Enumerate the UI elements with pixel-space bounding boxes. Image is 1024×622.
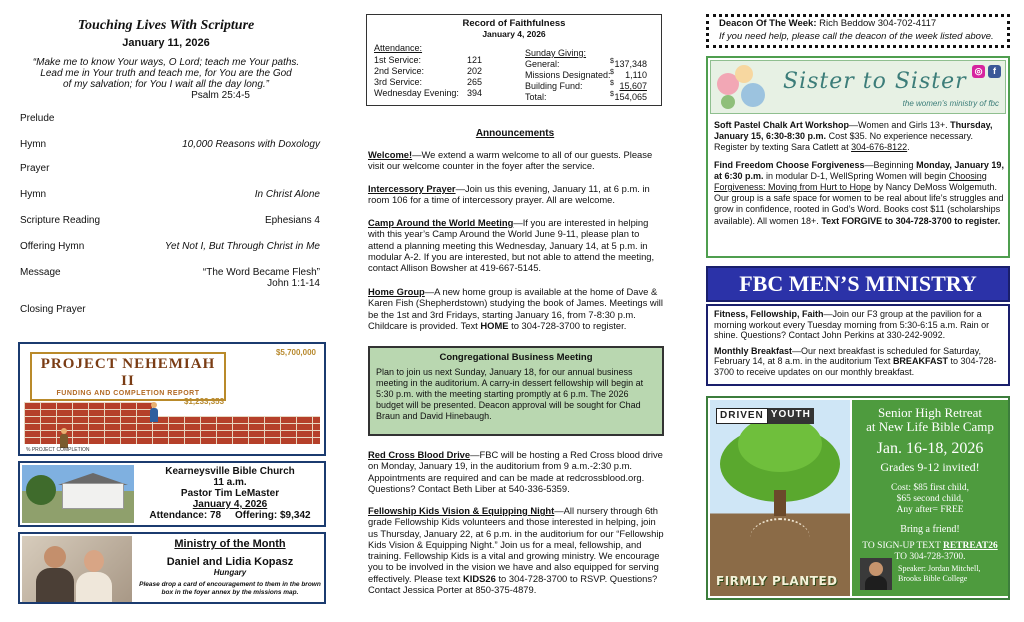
tree-illustration bbox=[710, 400, 850, 596]
record-date: January 4, 2026 bbox=[482, 29, 546, 39]
person-body bbox=[36, 568, 74, 602]
f3-event bbox=[714, 309, 1002, 341]
event-when: Monday, January 19, at 6:30 p.m. bbox=[714, 159, 1004, 181]
attendance-value: 265 bbox=[467, 77, 483, 87]
currency-symbol: $ bbox=[610, 91, 614, 98]
event-text: —Join our F3 group at the pavilion for a morning workout every Tuesday morning from 5:30-6:15 a.m. Rain or shine. Questions? Contact John Perkins at 330-242-9092. bbox=[714, 309, 990, 341]
person-head bbox=[44, 546, 66, 568]
announcement-title: Fellowship Kids Vision & Equipping Night bbox=[368, 505, 555, 516]
retreat-dates: Jan. 16-18, 2026 bbox=[876, 440, 984, 457]
event-title: Find Freedom Choose Forgiveness bbox=[714, 159, 865, 170]
instagram-icon[interactable]: ◎ bbox=[972, 65, 985, 78]
retreat-title-line: Senior High Retreat bbox=[878, 405, 982, 420]
announcement-text: —If you are interested in helping with this year’s Camp Around the World June 9-11, please plan to attend a planning meeting this Wednesday, January 14, at 5 p.m. in modular A-2. If you are interested, but not able to attend the meeting, contact Allison Bowsher at 419-667-5145. bbox=[368, 217, 655, 274]
attendance-value: 202 bbox=[467, 66, 483, 76]
retreat-speaker bbox=[860, 558, 1004, 590]
signup-text: TO 304-728-3700. bbox=[894, 552, 966, 562]
sister-to-sister-box bbox=[706, 56, 1010, 258]
breakfast-event bbox=[714, 346, 1002, 378]
retreat-grades: Grades 9-12 invited! bbox=[880, 460, 980, 474]
senior-high-retreat-box bbox=[706, 396, 1010, 600]
announcement-title: Camp Around the World Meeting bbox=[368, 217, 514, 228]
bulletin-date: January 11, 2026 bbox=[122, 37, 210, 49]
giving-label: Total: bbox=[525, 92, 547, 102]
cost-line: Cost: $85 first child, bbox=[890, 483, 970, 493]
firmly-planted-tagline: FIRMLY PLANTED bbox=[716, 574, 838, 588]
service-item-label: Message bbox=[20, 267, 61, 278]
speaker-name: Speaker: Jordan Mitchell, bbox=[898, 564, 981, 573]
currency-symbol: $ bbox=[610, 58, 614, 65]
retreat-details bbox=[852, 400, 1008, 596]
announcements-column bbox=[362, 0, 668, 622]
sister-subtitle: the women’s ministry of fbc bbox=[902, 99, 999, 108]
retreat-title bbox=[852, 406, 1008, 434]
intercessory-announcement bbox=[368, 183, 666, 206]
attendance-label: 2nd Service: bbox=[374, 66, 425, 76]
service-item-label: Scripture Reading bbox=[20, 215, 101, 226]
retreat-cost bbox=[852, 483, 1008, 516]
chalk-workshop-event: Soft Pastel Chalk Art Workshop—Women and Girls 13+. Thursday, January 15, 6:30-8:30 p.m. Cost $35. No experience necessary. Register by texting Sara Catlett at 304-676-8122. bbox=[714, 120, 993, 153]
event-title: Fitness, Fellowship, Faith bbox=[714, 309, 824, 319]
bulletin-title: Touching Lives With Scripture bbox=[77, 18, 255, 33]
builder-icon bbox=[60, 434, 68, 448]
cost-line: Any after= FREE bbox=[896, 505, 964, 515]
verse-line: of my salvation; for You I wait all the day long.” bbox=[62, 79, 270, 90]
announcement-title: Home Group bbox=[368, 286, 425, 297]
nehemiah-raised: $1,233,353 bbox=[184, 397, 225, 406]
service-item-value: 10,000 Reasons with Doxology bbox=[182, 139, 320, 150]
nehemiah-subtitle: FUNDING AND COMPLETION REPORT bbox=[56, 390, 200, 397]
signup-code: RETREAT26 bbox=[942, 541, 998, 551]
event-text: to 304-728-3700 to receive updates on our monthly breakfast. bbox=[714, 356, 997, 377]
church-details bbox=[138, 466, 322, 521]
announcement-text: —A new home group is available at the home of Dave & Karen Fish (Shepherdstown) studying the book of James. Meetings will be the 1st and 3rd Fridays, starting January 16, from 7-8:30 p.m. Childcare is provided. Text bbox=[368, 286, 663, 331]
attendance-label: Wednesday Evening: bbox=[374, 88, 459, 98]
giving-value: 1,110 bbox=[625, 70, 647, 80]
message-reference: John 1:1-14 bbox=[267, 278, 320, 289]
deacon-note: If you need help, please call the deacon of the week listed above. bbox=[719, 31, 994, 42]
event-phone: 304-676-8122 bbox=[851, 142, 908, 153]
service-item-label: Hymn bbox=[20, 189, 47, 200]
text-code: KIDS26 bbox=[463, 572, 496, 584]
tree-trunk bbox=[774, 490, 786, 516]
ministry-heading: Ministry of the Month bbox=[174, 538, 286, 550]
church-stats bbox=[138, 510, 322, 521]
speaker-school: Brooks Bible College bbox=[898, 573, 968, 583]
meeting-title: Congregational Business Meeting bbox=[439, 352, 593, 363]
giving-value: 137,348 bbox=[614, 59, 647, 69]
meeting-text: Plan to join us next Sunday, January 18, for our annual business meeting in the auditorium. A carry-in dessert fellowship will begin at 5:30 p.m. with the meeting starting promptly at 6 p.m. The 2026 budget will be presented. Deacon approval will be sought for Chad Braun and David Hinebaugh. bbox=[376, 367, 644, 421]
brick-wall-progress bbox=[24, 402, 154, 416]
logo-driven: DRIVEN bbox=[716, 408, 768, 424]
mens-ministry-events bbox=[706, 304, 1010, 386]
flower-icon bbox=[735, 65, 753, 83]
business-meeting-box bbox=[368, 346, 664, 436]
service-item-label: Offering Hymn bbox=[20, 241, 85, 252]
announcement-title: Welcome! bbox=[368, 149, 413, 160]
verse-line: “Make me to know Your ways, O Lord; teach me Your paths. bbox=[32, 57, 300, 68]
leaf-icon bbox=[721, 95, 735, 109]
event-when: Thursday, January 15, 6:30-8:30 p.m. bbox=[714, 120, 993, 142]
cost-line: $65 second child, bbox=[896, 494, 964, 504]
order-of-service-column bbox=[10, 0, 322, 622]
ministry-details bbox=[136, 538, 324, 597]
event-title: Monthly Breakfast bbox=[714, 345, 793, 356]
verse-reference: Psalm 25:4-5 bbox=[191, 90, 250, 101]
driven-youth-logo bbox=[716, 408, 814, 424]
service-item-label: Prelude bbox=[20, 113, 55, 124]
record-of-faithfulness bbox=[366, 14, 662, 106]
service-item-label: Hymn bbox=[20, 139, 47, 150]
scripture-verse bbox=[10, 57, 322, 90]
giving-label: Building Fund: bbox=[525, 81, 583, 91]
church-pastor: Pastor Tim LeMaster bbox=[180, 488, 280, 499]
event-text: —Beginning bbox=[864, 159, 917, 170]
service-item-label: Closing Prayer bbox=[20, 304, 86, 315]
announcement-text: —Join us this evening, January 11, at 6 p.m. in room 106 for a time of intercessory prayer. All are welcome. bbox=[368, 183, 650, 206]
deacon-label: Deacon Of The Week: bbox=[719, 18, 817, 29]
mens-ministry-banner: FBC MEN’S MINISTRY bbox=[706, 266, 1010, 302]
event-title: Soft Pastel Chalk Art Workshop bbox=[714, 120, 850, 130]
church-date: January 4, 2026 bbox=[192, 499, 268, 510]
tree-canopy bbox=[738, 416, 822, 472]
announcement-text: to 304-728-3700 to register. bbox=[508, 319, 627, 331]
giving-label: Missions Designated: bbox=[525, 70, 611, 80]
church-photo bbox=[22, 465, 134, 523]
flower-icon bbox=[741, 83, 765, 107]
church-offering: Offering: $9,342 bbox=[235, 510, 311, 521]
blood-drive-announcement bbox=[368, 449, 666, 494]
retreat-title-line: at New Life Bible Camp bbox=[866, 419, 994, 434]
announcement-text: to 304-728-3700 to RSVP. Questions? Contact Jessica Porter at 850-375-4879. bbox=[368, 572, 658, 596]
event-text: —Our next breakfast is scheduled for Saturday, February 14, at 8 a.m. in the auditorium Text bbox=[714, 345, 981, 367]
event-text: —Women and Girls 13+. bbox=[849, 120, 951, 130]
bring-a-friend: Bring a friend! bbox=[900, 524, 960, 535]
kearneysville-church-box bbox=[18, 461, 326, 527]
person-head bbox=[84, 550, 104, 572]
church-name: Kearneysville Bible Church bbox=[165, 466, 295, 477]
brick-wall bbox=[24, 416, 320, 444]
ministry-note: Please drop a card of encouragement to them in the brown box in the foyer annex by the missions map. bbox=[139, 581, 321, 596]
camp-announcement bbox=[368, 217, 666, 273]
missionary-country: Hungary bbox=[213, 568, 247, 577]
record-title: Record of Faithfulness bbox=[462, 18, 566, 29]
giving-value: 154,065 bbox=[614, 92, 647, 102]
nehemiah-caption: % PROJECT COMPLETION bbox=[26, 447, 90, 453]
deacon-name: Rich Beddow 304-702-4117 bbox=[819, 18, 937, 29]
welcome-announcement bbox=[368, 149, 666, 172]
speaker-text bbox=[898, 564, 980, 583]
attendance-value: 394 bbox=[467, 88, 483, 98]
home-group-announcement bbox=[368, 286, 666, 331]
tree-roots bbox=[750, 518, 810, 558]
service-item-value: “The Word Became Flesh” bbox=[202, 267, 320, 278]
text-code: HOME bbox=[480, 319, 509, 331]
project-nehemiah-report bbox=[18, 342, 326, 456]
verse-line: Lead me in Your truth and teach me, for You are the God bbox=[40, 68, 292, 79]
church-building bbox=[62, 483, 124, 509]
attendance-label: 3rd Service: bbox=[374, 77, 423, 87]
giving-label: General: bbox=[525, 59, 560, 69]
nehemiah-title: PROJECT NEHEMIAH II bbox=[40, 356, 216, 389]
nehemiah-title-box bbox=[30, 352, 226, 401]
attendance-header: Attendance: bbox=[374, 43, 423, 53]
announcement-title: Intercessory Prayer bbox=[368, 183, 456, 194]
giving-header: Sunday Giving: bbox=[525, 48, 587, 58]
announcement-text: —We extend a warm welcome to all of our guests. Please visit our welcome counter in the foyer after the service. bbox=[368, 149, 653, 172]
event-text: by Nancy DeMoss Wolgemuth. Our group is a safe space for women to be real about life’s struggles and grow in confidence, rooted in God’s Word. Books cost $11 (scholarships available). All women 18+. bbox=[714, 182, 1004, 226]
deacon-line bbox=[719, 18, 997, 29]
sister-events bbox=[714, 120, 1008, 233]
service-item-value: In Christ Alone bbox=[254, 189, 320, 200]
missionary-photo bbox=[22, 536, 132, 602]
attendance-label: 1st Service: bbox=[374, 55, 422, 65]
announcements-heading: Announcements bbox=[475, 128, 555, 139]
text-code: BREAKFAST bbox=[892, 356, 948, 367]
church-time: 11 a.m. bbox=[213, 477, 247, 488]
ministries-column bbox=[704, 0, 1012, 622]
event-text: Cost $35. No experience necessary. Register by texting Sara Catlett at bbox=[714, 131, 973, 153]
giving-value: 15,607 bbox=[619, 81, 647, 91]
sister-banner bbox=[710, 60, 1006, 114]
builder-icon bbox=[150, 408, 158, 422]
facebook-icon[interactable]: f bbox=[988, 65, 1001, 78]
nehemiah-goal: $5,700,000 bbox=[275, 348, 316, 357]
signup-text: TO SIGN-UP TEXT bbox=[862, 541, 943, 551]
service-item-value: Yet Not I, But Through Christ in Me bbox=[164, 241, 320, 252]
person-body bbox=[76, 572, 112, 602]
sister-title: Sister to Sister bbox=[783, 69, 967, 94]
ministry-of-month-box bbox=[18, 532, 326, 604]
event-cta: Text FORGIVE to 304-728-3700 to register. bbox=[821, 215, 1001, 226]
tree-icon bbox=[26, 475, 56, 505]
church-attendance: Attendance: 78 bbox=[149, 510, 222, 521]
attendance-value: 121 bbox=[467, 55, 483, 65]
deacon-of-week-box bbox=[706, 14, 1010, 48]
forgiveness-event bbox=[714, 160, 1008, 227]
book-title: Choosing Forgiveness: Moving from Hurt to Hope bbox=[714, 170, 987, 193]
announcement-title: Red Cross Blood Drive bbox=[368, 449, 471, 460]
speaker-photo bbox=[860, 558, 892, 590]
event-text: in modular D-1, WellSpring Women will begin bbox=[763, 170, 949, 181]
service-item-label: Prayer bbox=[20, 163, 50, 174]
logo-youth: YOUTH bbox=[768, 408, 814, 424]
announcement-text: —All nursery through 6th grade Fellowship Kids volunteers and those interested in helping, join us Thursday, January 22, at 6 p.m. in the auditorium for our “Fellowship Kids Vision & Equipping Night.” Join us for a meal, fellowship, and training. Fellowship Kids is a vital and growing ministry. We encourage you to be involved in the vision we have and also equipped for serving effectively. Please text bbox=[368, 505, 664, 584]
currency-symbol: $ bbox=[610, 80, 614, 87]
service-item-value: Ephesians 4 bbox=[264, 215, 320, 226]
currency-symbol: $ bbox=[610, 69, 614, 76]
missionary-names: Daniel and Lidia Kopasz bbox=[166, 556, 294, 568]
announcement-text: —FBC will be hosting a Red Cross blood drive on Monday, January 19, in the auditorium from 9 a.m.-2:30 p.m. Appointments are required and can be made at redcrossblood.org. Questions? Contact Beth Liber at 540-336-5359. bbox=[368, 449, 663, 494]
kids-night-announcement bbox=[368, 505, 666, 595]
